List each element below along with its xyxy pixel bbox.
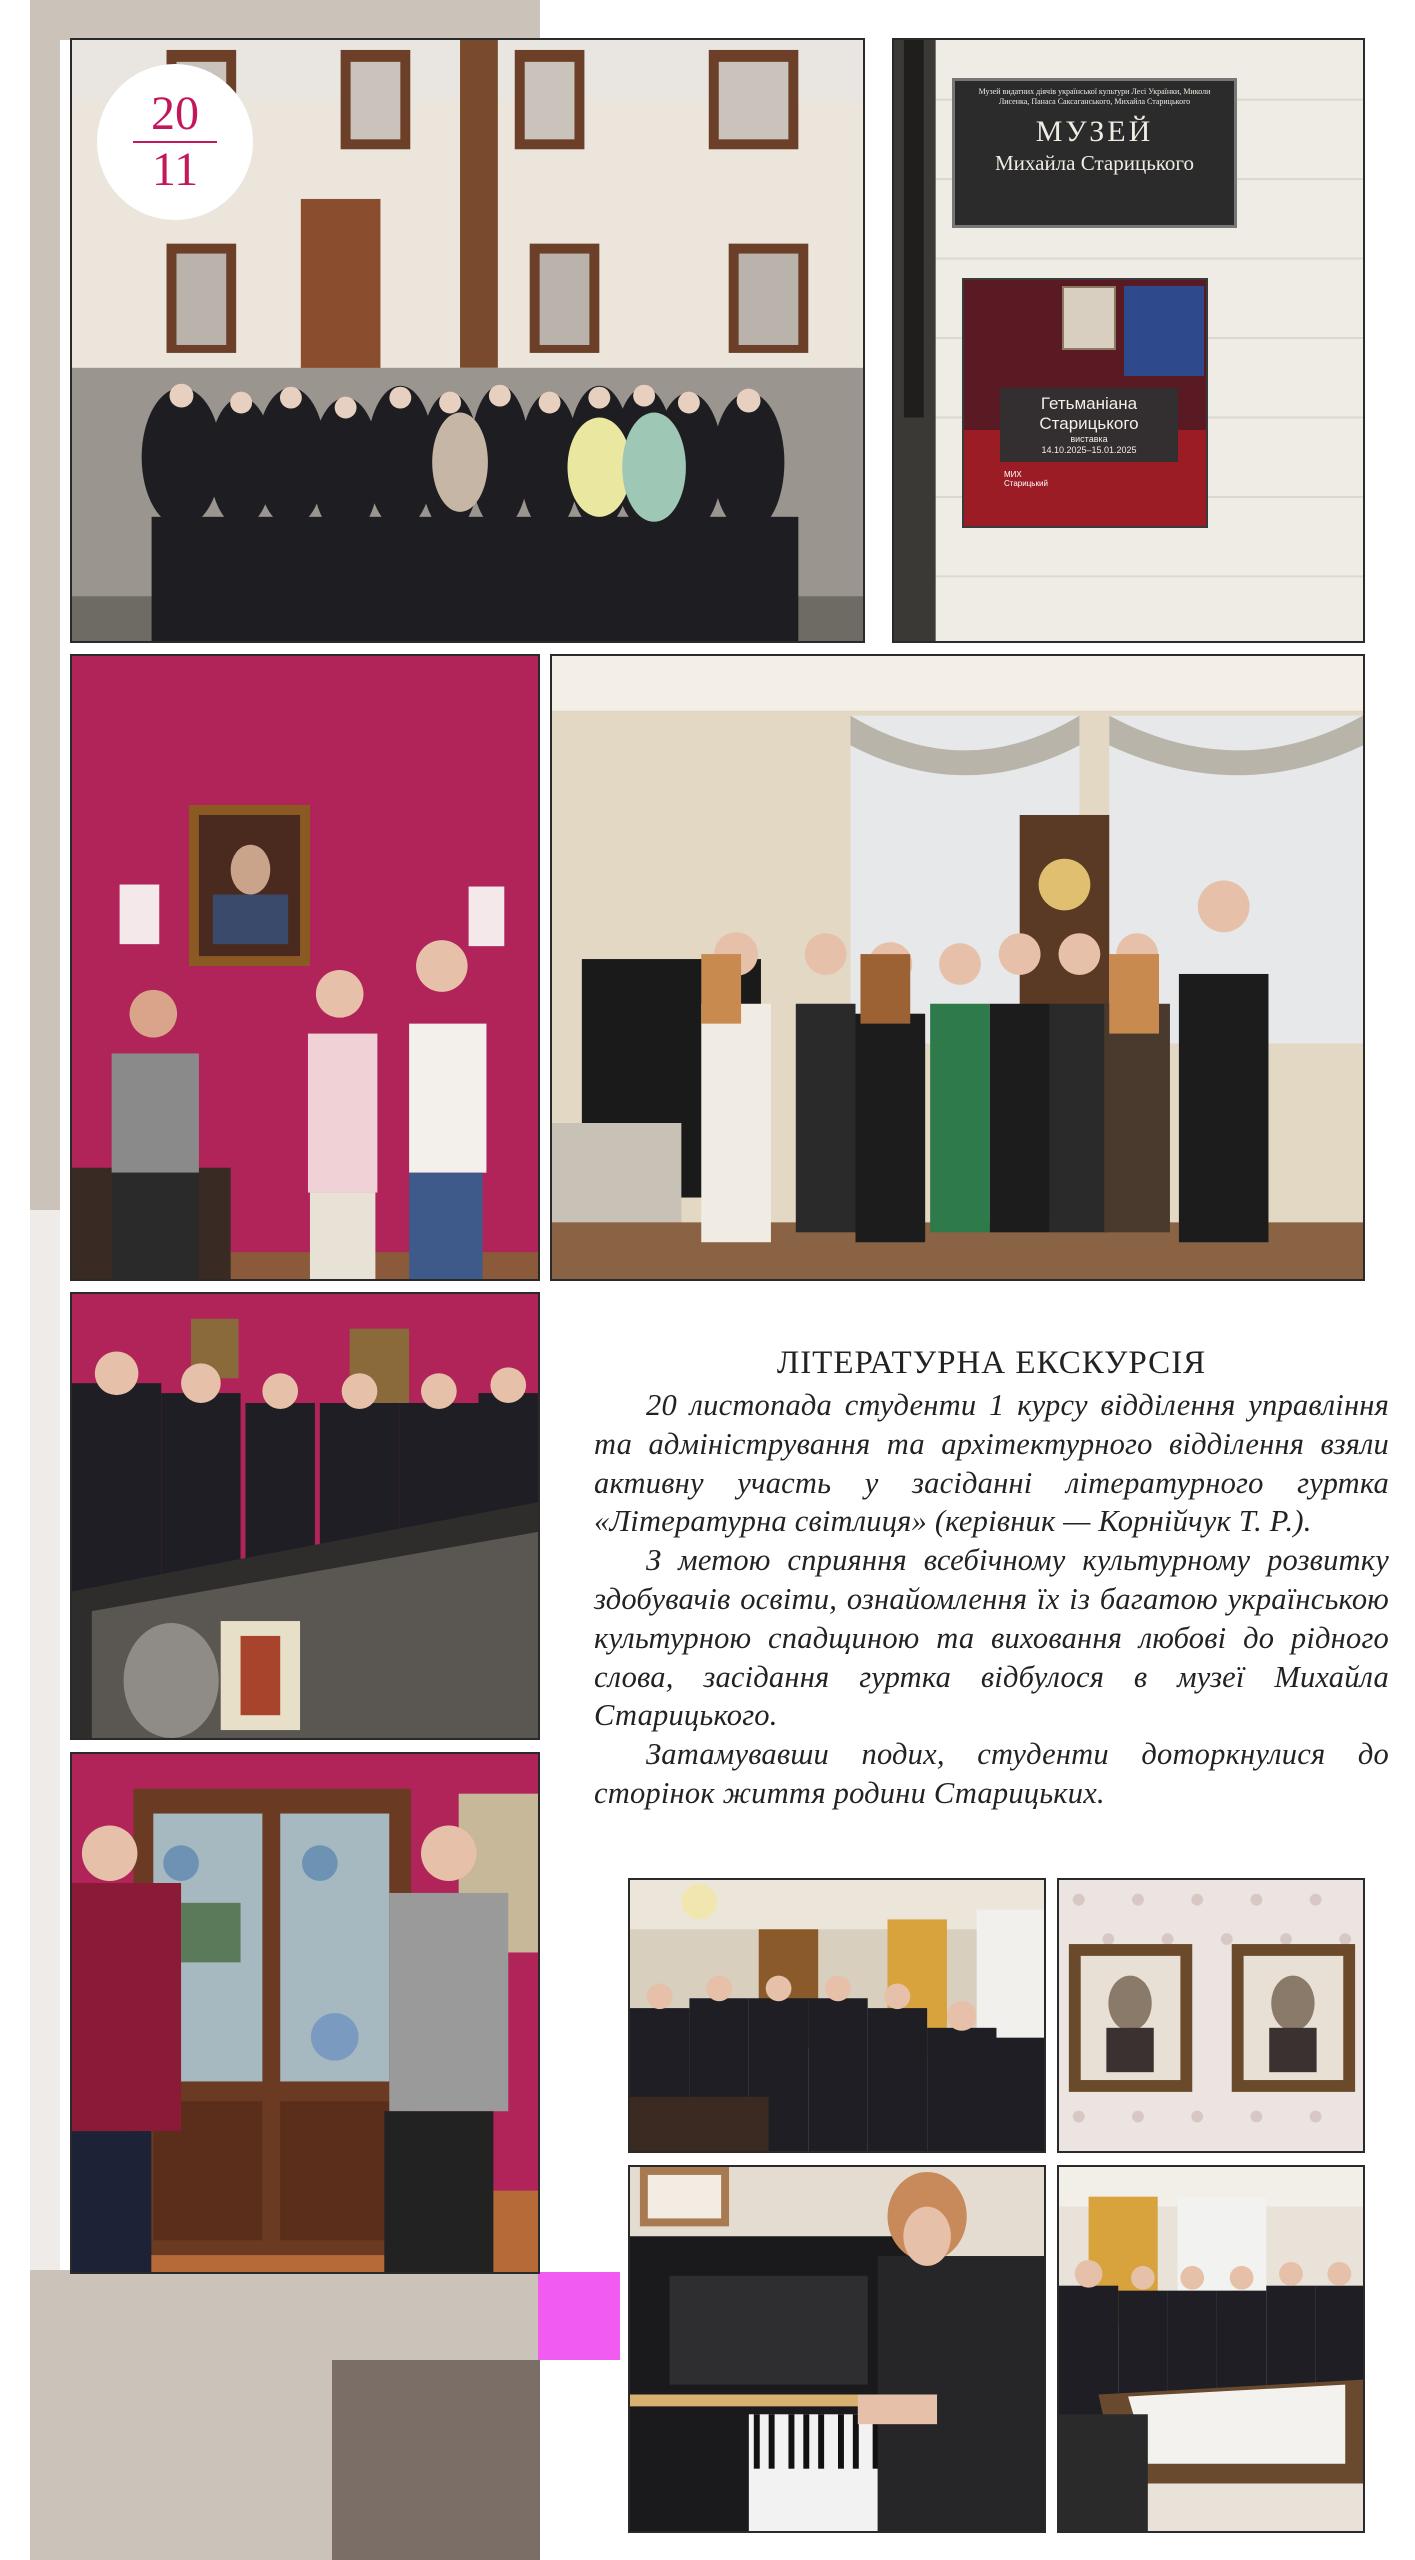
photo-students-near-portrait [70, 654, 540, 1281]
date-badge-day: 20 [151, 87, 199, 140]
photo-girl-at-piano [628, 2165, 1046, 2533]
plaque-title-name: Михайла Старицького [994, 151, 1194, 175]
poster-title-box [1000, 388, 1178, 462]
plaque-small-text: Музей видатних діячів української культури Лесі Українки, Миколи Лисенка, Панаса Саксаганського, Михайла Старицького [978, 87, 1211, 106]
poster-ornament [1124, 286, 1204, 376]
photo-framed-portraits [1057, 1878, 1365, 2153]
date-badge-month: 11 [151, 143, 199, 196]
bottom-dark-block [332, 2360, 540, 2560]
article-paragraph-2: З метою сприяння всебічному культурному розвитку здобувачів освіти, ознайомлення їх із багатою українською культурною спадщиною та виховання любові до рідного слова, засідання гуртка відбулося в музеї Михайла Старицького. [594, 1543, 1389, 1733]
photo-group-outside-museum [70, 38, 865, 643]
article [594, 1345, 1389, 1813]
article-paragraph-3: Затамувавши подих, студенти доторкнулися до сторінок життя родини Старицьких. [594, 1737, 1389, 1810]
magenta-accent-square [538, 2272, 620, 2360]
poster-title: Гетьманіана Старицького [1039, 394, 1139, 433]
poster-logo: МИХ Старицький [1004, 470, 1048, 488]
photo-group-in-room [550, 654, 1365, 1281]
top-taupe-block [30, 0, 540, 40]
exhibition-poster [962, 278, 1208, 528]
plaque-title-museum: МУЗЕЙ [1035, 115, 1154, 148]
left-light-strip [30, 1210, 60, 2270]
poster-subtitle: виставка [1070, 434, 1108, 444]
left-taupe-band [30, 0, 60, 1210]
museum-plaque [952, 78, 1237, 228]
poster-portrait [1062, 286, 1116, 350]
photo-museum-sign [892, 38, 1365, 643]
article-heading: ЛІТЕРАТУРНА ЕКСКУРСІЯ [776, 1345, 1207, 1381]
date-badge [97, 64, 253, 220]
photo-students-viewing-exhibit [70, 1292, 540, 1740]
poster-dates: 14.10.2025–15.01.2025 [1041, 445, 1137, 455]
photo-group-at-table [1057, 2165, 1365, 2533]
photo-group-in-hall [628, 1878, 1046, 2153]
photo-cabinet-display [70, 1752, 540, 2274]
article-paragraph-1: 20 листопада студенти 1 курсу відділення управління та адміністрування та архітектурного відділення взяли активну участь у засіданні літературного гуртка «Літературна світлиця» (керівник — Корнійчук Т. Р.). [594, 1388, 1389, 1539]
